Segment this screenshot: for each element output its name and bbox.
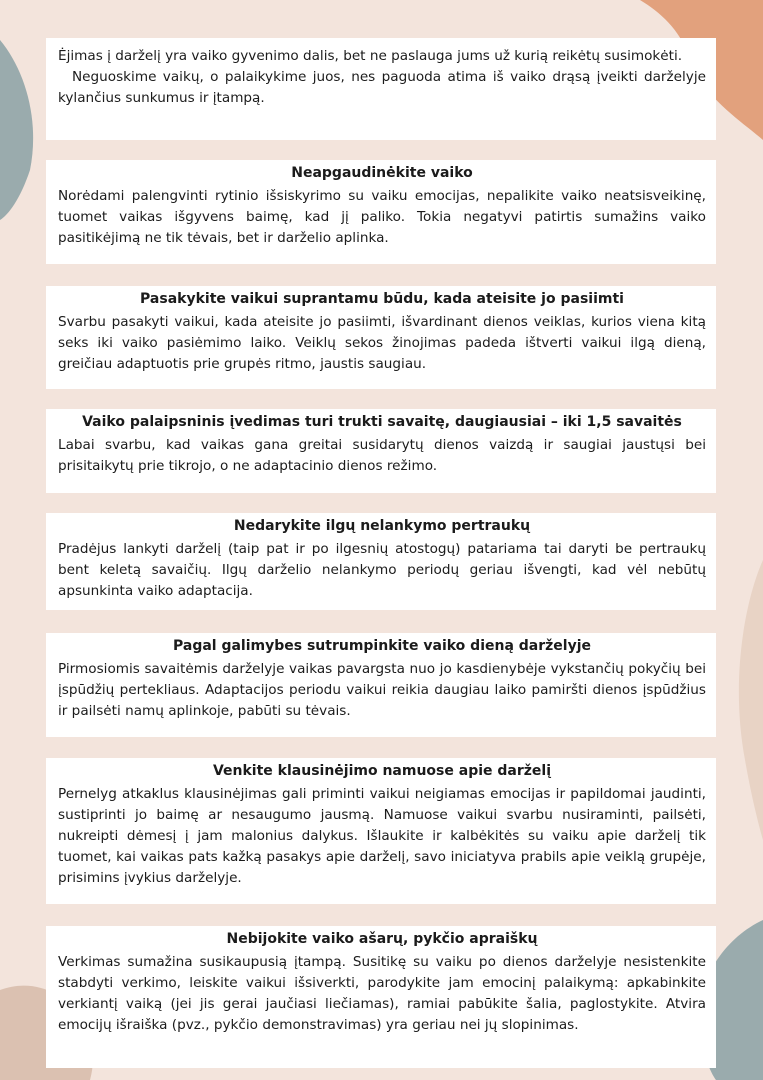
intro-paragraph-2: Neguoskime vaikų, o palaikykime juos, nes paguoda atima iš vaiko drąsą įveikti darželyje kylančius sunkumus ir įtampą. bbox=[58, 69, 706, 106]
section-text: Verkimas sumažina susikaupusią įtampą. Susitikę su vaiku po dienos darželyje nesistenkite stabdyti verkimo, leiskite vaikui išsiverkti, parodykite jam emocinį palaikymą: apkabinkite verkiantį vaiką (jei jis gerai jaučiasi liečiamas), ramiai pabūkite šalia, paglostykite. Atvira emocijų išraiška (pvz., pykčio demonstravimas) yra geriau nei jų slopinimas. bbox=[58, 954, 706, 1033]
section-title: Vaiko palaipsninis įvedimas turi trukti savaitę, daugiausiai – iki 1,5 savaitės bbox=[82, 414, 682, 430]
section-text: Pirmosiomis savaitėmis darželyje vaikas pavargsta nuo jo kasdienybėje vykstančių pokyčių bei įspūdžių pertekliaus. Adaptacijos periodu vaikui reikia daugiau laiko pamiršti dienos įspūdžius ir pailsėti namų aplinkoje, pabūti su tėvais. bbox=[58, 661, 706, 719]
section-text: Svarbu pasakyti vaikui, kada ateisite jo pasiimti, išvardinant dienos veiklas, kurios viena kitą seks iki vaiko pasiėmimo laiko. Veiklų sekos žinojimas padeda ištverti vaikui ilgą dieną, greičiau adaptuotis prie grupės ritmo, jaustis saugiau. bbox=[58, 314, 706, 372]
section-text: Pradėjus lankyti darželį (taip pat ir po ilgesnių atostogų) patariama tai daryti be pertraukų bent keletą savaičių. Ilgų darželio nelankymo periodų geriau išvengti, kad vėl nebūtų apsunkinta vaiko adaptacija. bbox=[58, 541, 706, 599]
section-card-5 bbox=[46, 633, 716, 737]
section-title: Nedarykite ilgų nelankymo pertraukų bbox=[233, 518, 531, 534]
section-card-4 bbox=[46, 513, 716, 610]
section-card-7 bbox=[46, 926, 716, 1068]
sand-blob-right bbox=[739, 560, 763, 840]
section-title: Venkite klausinėjimo namuose apie darželį bbox=[212, 763, 552, 779]
section-card-2 bbox=[46, 286, 716, 389]
section-title: Pagal galimybes sutrumpinkite vaiko dieną darželyje bbox=[172, 638, 592, 654]
section-card-1 bbox=[46, 160, 716, 264]
section-title: Pasakykite vaikui suprantamu būdu, kada ateisite jo pasiimti bbox=[140, 291, 624, 307]
section-text: Pernelyg atkaklus klausinėjimas gali priminti vaikui neigiamas emocijas ir papildomai jaudinti, sustiprinti jo baimę ar nesaugumo jausmą. Namuose vaikui svarbu nusiraminti, pailsėti, nukreipti dėmesį į jam malonius dalykus. Išlaukite ir kalbėkitės su vaiku apie darželį tik tuomet, kai vaikas pats kažką pasakys apie darželį, savo iniciatyva prabils apie veiklą grupėje, prisimins įvykius darželyje. bbox=[58, 786, 706, 886]
section-card-3 bbox=[46, 409, 716, 493]
intro-paragraph-1: Ėjimas į darželį yra vaiko gyvenimo dalis, bet ne paslauga jums už kurią reikėtų susimokėti. bbox=[58, 48, 683, 64]
section-text: Norėdami palengvinti rytinio išsiskyrimo su vaiku emocijas, nepalikite vaiko neatsisveikinę, tuomet vaikas išgyvens baimę, kad jį paliko. Tokia negatyvi patirtis sumažins vaiko pasitikėjimą ne tik tėvais, bet ir darželio aplinka. bbox=[58, 188, 706, 246]
section-title: Neapgaudinėkite vaiko bbox=[291, 165, 473, 181]
section-card-6 bbox=[46, 758, 716, 904]
section-title: Nebijokite vaiko ašarų, pykčio apraiškų bbox=[226, 931, 538, 947]
section-text: Labai svarbu, kad vaikas gana greitai susidarytų dienos vaizdą ir saugiai jaustųsi bei prisitaikytų prie tikrojo, o ne adaptacinio dienos režimo. bbox=[58, 437, 706, 474]
slate-blob-left bbox=[0, 40, 33, 220]
intro-card bbox=[46, 38, 716, 140]
